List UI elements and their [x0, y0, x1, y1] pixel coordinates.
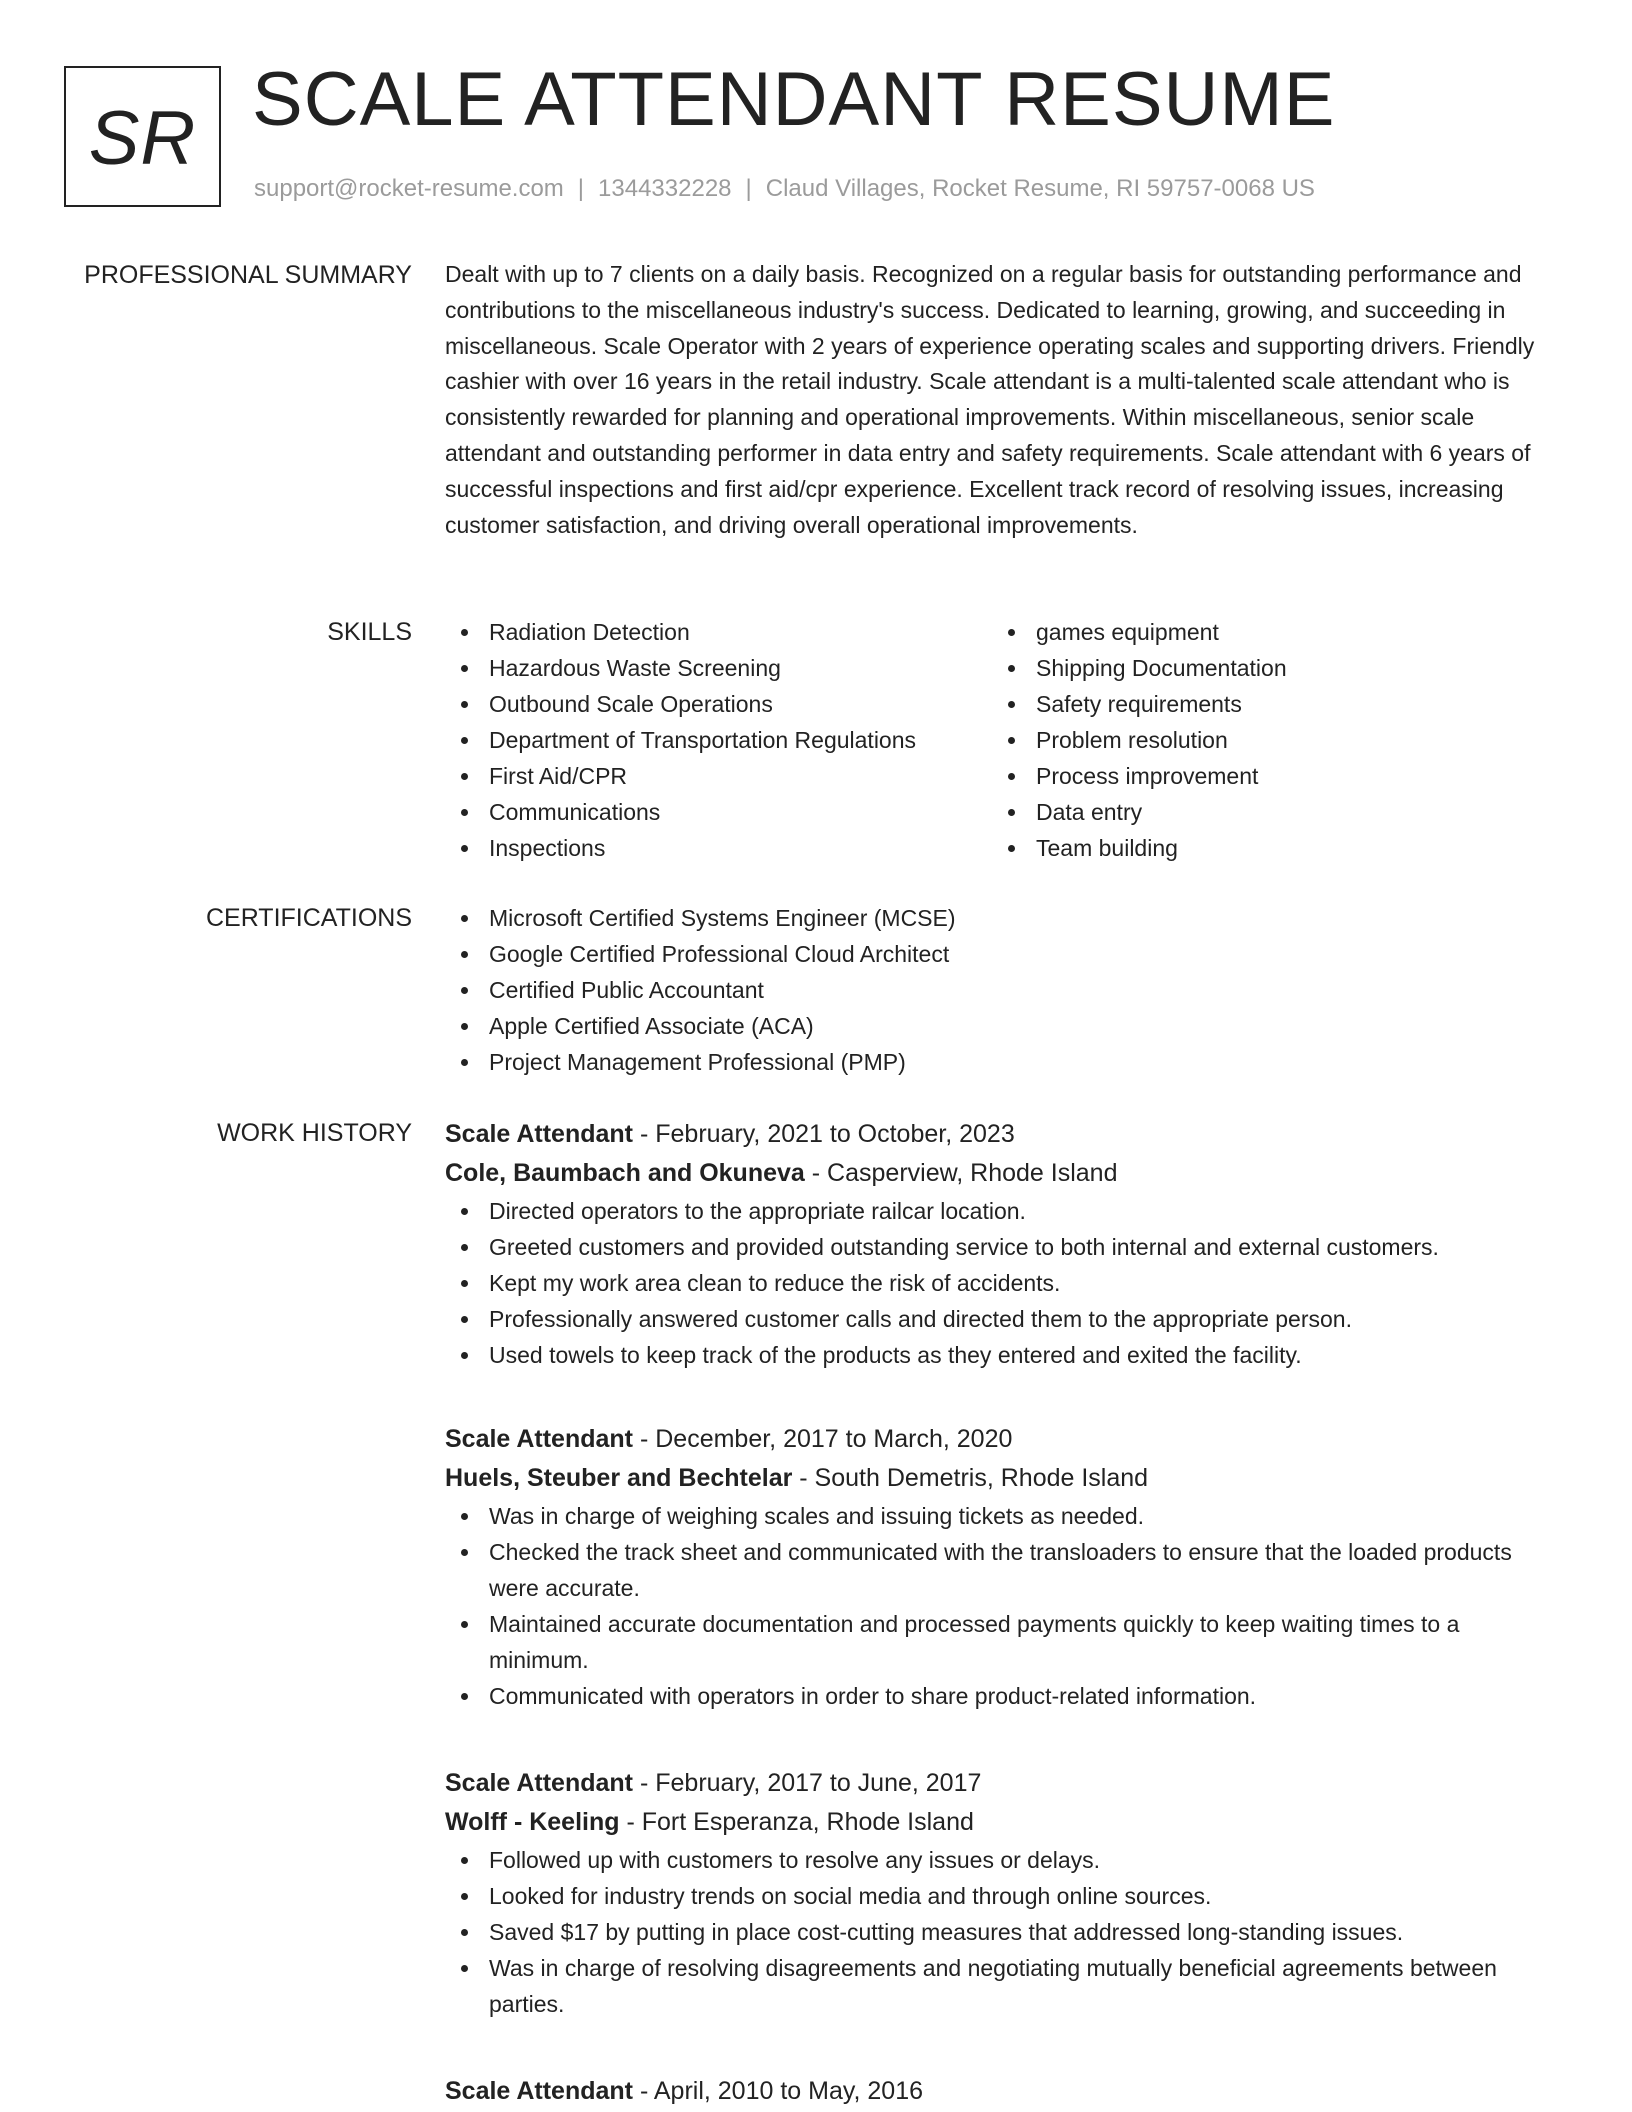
job-duty: Kept my work area clean to reduce the risk of accidents.: [445, 1265, 1560, 1301]
skill-item: Outbound Scale Operations: [445, 686, 992, 722]
job-entry: [445, 2072, 1560, 2111]
job-entry: [445, 1764, 1560, 2022]
job-title-line: [445, 1764, 1560, 1803]
job-duty: Was in charge of weighing scales and issuing tickets as needed.: [445, 1498, 1560, 1534]
skill-item: Problem resolution: [992, 722, 1532, 758]
summary-body: [445, 257, 1560, 543]
monogram-initials: SR: [88, 95, 197, 181]
job-location: - South Demetris, Rhode Island: [799, 1464, 1149, 1492]
resume-title: SCALE ATTENDANT RESUME: [252, 57, 1336, 142]
job-title: Scale Attendant: [445, 1425, 634, 1453]
job-title: Scale Attendant: [445, 1769, 634, 1797]
contact-separator: |: [745, 175, 752, 202]
skill-item: Communications: [445, 794, 992, 830]
section-label-skills: SKILLS: [327, 618, 412, 646]
section-label-certifications: CERTIFICATIONS: [205, 904, 412, 932]
job-company-line: [445, 1803, 1560, 1842]
job-company-line: [445, 1459, 1560, 1498]
job-duty: Directed operators to the appropriate railcar location.: [445, 1193, 1560, 1229]
job-dates: - February, 2021 to October, 2023: [639, 1120, 1015, 1148]
job-duty: Maintained accurate documentation and processed payments quickly to keep waiting times to a minimum.: [445, 1606, 1560, 1678]
job-title: Scale Attendant: [445, 2077, 634, 2105]
contact-address: Claud Villages, Rocket Resume, RI 59757-0068 US: [765, 175, 1315, 202]
job-dates: - December, 2017 to March, 2020: [639, 1425, 1013, 1453]
job-duty: Saved $17 by putting in place cost-cutting measures that addressed long-standing issues.: [445, 1914, 1560, 1950]
certification-item: Google Certified Professional Cloud Architect: [445, 936, 1560, 972]
section-label-work-history: WORK HISTORY: [217, 1119, 412, 1147]
skill-item: Safety requirements: [992, 686, 1532, 722]
skill-item: Process improvement: [992, 758, 1532, 794]
contact-email: support@rocket-resume.com: [254, 175, 564, 202]
skill-item: Data entry: [992, 794, 1532, 830]
job-location: - Fort Esperanza, Rhode Island: [626, 1808, 974, 1836]
skills-list-right: [992, 614, 1532, 866]
job-title-line: [445, 2072, 1560, 2111]
skill-item: Department of Transportation Regulations: [445, 722, 992, 758]
job-company: Huels, Steuber and Bechtelar: [445, 1464, 793, 1492]
job-duty: Professionally answered customer calls and directed them to the appropriate person.: [445, 1301, 1560, 1337]
job-duty: Communicated with operators in order to share product-related information.: [445, 1678, 1560, 1714]
job-duties-list: [445, 1498, 1560, 1714]
job-location: - Casperview, Rhode Island: [811, 1159, 1118, 1187]
skill-item: Radiation Detection: [445, 614, 992, 650]
job-title-line: [445, 1420, 1560, 1459]
certification-item: Microsoft Certified Systems Engineer (MCSE): [445, 900, 1560, 936]
contact-separator: |: [577, 175, 585, 202]
job-dates: - April, 2010 to May, 2016: [639, 2077, 924, 2105]
skill-item: First Aid/CPR: [445, 758, 992, 794]
contact-phone: 1344332228: [598, 175, 732, 202]
job-duty: Used towels to keep track of the products as they entered and exited the facility.: [445, 1337, 1560, 1373]
job-duty: Followed up with customers to resolve any issues or delays.: [445, 1842, 1560, 1878]
skill-item: games equipment: [992, 614, 1532, 650]
skill-item: Hazardous Waste Screening: [445, 650, 992, 686]
job-entry: [445, 1420, 1560, 1714]
summary-text: Dealt with up to 7 clients on a daily basis. Recognized on a regular basis for outstanding performance and contributions to the miscellaneous industry's success. Dedicated to learning, growing, and succeeding in miscellaneous. Scale Operator with 2 years of experience operating scales and supporting drivers. Friendly cashier with over 16 years in the retail industry. Scale attendant is a multi-talented scale attendant who is consistently rewarded for planning and operational improvements. Within miscellaneous, senior scale attendant and outstanding performer in data entry and safety requirements. Scale attendant with 6 years of successful inspections and first aid/cpr experience. Excellent track record of resolving issues, increasing customer satisfaction, and driving overall operational improvements.: [445, 261, 1535, 538]
job-title: Scale Attendant: [445, 1120, 634, 1148]
certifications-list: [445, 900, 1560, 1080]
certification-item: Project Management Professional (PMP): [445, 1044, 1560, 1080]
job-duty: Checked the track sheet and communicated with the transloaders to ensure that the loaded products were accurate.: [445, 1534, 1560, 1606]
job-dates: - February, 2017 to June, 2017: [639, 1769, 982, 1797]
job-duty: Was in charge of resolving disagreements and negotiating mutually beneficial agreements between parties.: [445, 1950, 1560, 2022]
job-duty: Looked for industry trends on social media and through online sources.: [445, 1878, 1560, 1914]
certification-item: Certified Public Accountant: [445, 972, 1560, 1008]
certifications-body: [445, 900, 1560, 1080]
job-duties-list: [445, 1193, 1560, 1373]
job-duties-list: [445, 1842, 1560, 2022]
job-company-line: [445, 1154, 1560, 1193]
job-entry: [445, 1115, 1560, 1373]
contact-line: [254, 175, 1315, 203]
job-company: Wolff - Keeling: [445, 1808, 620, 1836]
skill-item: Team building: [992, 830, 1532, 866]
certification-item: Apple Certified Associate (ACA): [445, 1008, 1560, 1044]
monogram-box: [64, 66, 221, 207]
skills-list-left: [445, 614, 992, 866]
section-label-summary: PROFESSIONAL SUMMARY: [84, 261, 412, 289]
skill-item: Inspections: [445, 830, 992, 866]
skill-item: Shipping Documentation: [992, 650, 1532, 686]
job-duty: Greeted customers and provided outstanding service to both internal and external customers.: [445, 1229, 1560, 1265]
job-company: Cole, Baumbach and Okuneva: [445, 1159, 805, 1187]
skills-columns: [445, 614, 1560, 866]
job-title-line: [445, 1115, 1560, 1154]
skills-body: [445, 614, 1560, 866]
